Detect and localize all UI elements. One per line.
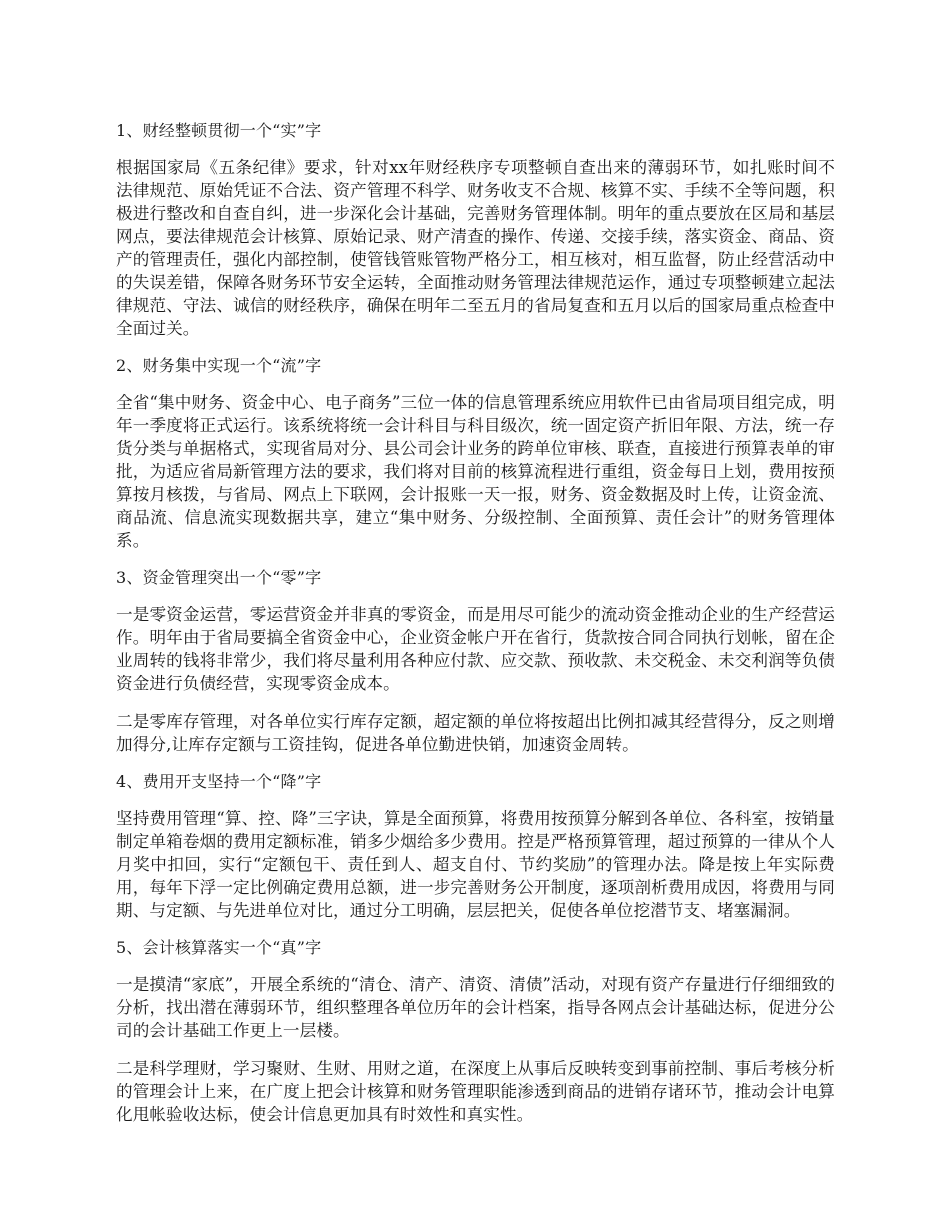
section-title: 5、会计核算落实一个“真”字 — [116, 938, 322, 957]
section-title: 2、财务集中实现一个“流”字 — [116, 356, 322, 375]
section-3 — [116, 567, 835, 756]
paragraph: 一是摸清“家底”，开展全系统的“清仓、清产、清资、清债”活动，对现有资产存量进行仔细细致的分析，找出潜在薄弱环节，组织整理各单位历年的会计档案，指导各网点会计基础达标，促进分公司的会计基础工作更上一层楼。 — [116, 975, 835, 1040]
section-title: 1、财经整顿贯彻一个“实”字 — [116, 121, 322, 140]
section-4 — [116, 771, 835, 922]
paragraph: 坚持费用管理“算、控、降”三字诀，算是全面预算，将费用按预算分解到各单位、各科室，按销量制定单箱卷烟的费用定额标准，销多少烟给多少费用。控是严格预算管理，超过预算的一律从个人月奖中扣回，实行“定额包干、责任到人、超支自付、节约奖励”的管理办法。降是按上年实际费用，每年下浮一定比例确定费用总额，进一步完善财务公开制度，逐项剖析费用成因，将费用与同期、与定额、与先进单位对比，通过分工明确，层层把关，促使各单位挖潜节支、堵塞漏洞。 — [116, 809, 835, 920]
section-title: 4、费用开支坚持一个“降”字 — [116, 772, 322, 791]
section-2 — [116, 355, 835, 552]
paragraph: 一是零资金运营，零运营资金并非真的零资金，而是用尽可能少的流动资金推动企业的生产经营运作。明年由于省局要搞全省资金中心，企业资金帐户开在省行，货款按合同合同执行划帐，留在企业周转的钱将非常少，我们将尽量利用各种应付款、应交款、预收款、未交税金、未交利润等负债资金进行负债经营，实现零资金成本。 — [116, 605, 835, 693]
paragraph: 根据国家局《五条纪律》要求，针对xx年财经秩序专项整顿自查出来的薄弱环节，如扎账时间不法律规范、原始凭证不合法、资产管理不科学、财务收支不合规、核算不实、手续不全等问题，积极进行整改和自查自纠，进一步深化会计基础，完善财务管理体制。明年的重点要放在区局和基层网点，要法律规范会计核算、原始记录、财产清查的操作、传递、交接手续，落实资金、商品、资产的管理责任，强化内部控制，使管钱管账管物严格分工，相互核对，相互监督，防止经营活动中的失误差错，保障各财务环节安全运转，全面推动财务管理法律规范运作，通过专项整顿建立起法律规范、守法、诚信的财经秩序，确保在明年二至五月的省局复查和五月以后的国家局重点检查中全面过关。 — [116, 158, 835, 338]
section-5 — [116, 937, 835, 1126]
section-title: 3、资金管理突出一个“零”字 — [116, 568, 322, 587]
paragraph: 二是零库存管理，对各单位实行库存定额，超定额的单位将按超出比例扣减其经营得分，反之则增加得分,让库存定额与工资挂钩，促进各单位勤进快销，加速资金周转。 — [116, 712, 835, 754]
section-1 — [116, 120, 835, 340]
paragraph: 二是科学理财，学习聚财、生财、用财之道，在深度上从事后反映转变到事前控制、事后考核分析的管理会计上来，在广度上把会计核算和财务管理职能渗透到商品的进销存诸环节，推动会计电算化甩帐验收达标，使会计信息更加具有时效性和真实性。 — [116, 1059, 835, 1124]
paragraph: 全省“集中财务、资金中心、电子商务”三位一体的信息管理系统应用软件已由省局项目组完成，明年一季度将正式运行。该系统将统一会计科目与科目级次，统一固定资产折旧年限、方法，统一存货分类与单据格式，实现省局对分、县公司会计业务的跨单位审核、联查，直接进行预算表单的审批，为适应省局新管理方法的要求，我们将对目前的核算流程进行重组，资金每日上划，费用按预算按月核拨，与省局、网点上下联网，会计报账一天一报，财务、资金数据及时上传，让资金流、商品流、信息流实现数据共享，建立“集中财务、分级控制、全面预算、责任会计”的财务管理体系。 — [116, 393, 835, 550]
